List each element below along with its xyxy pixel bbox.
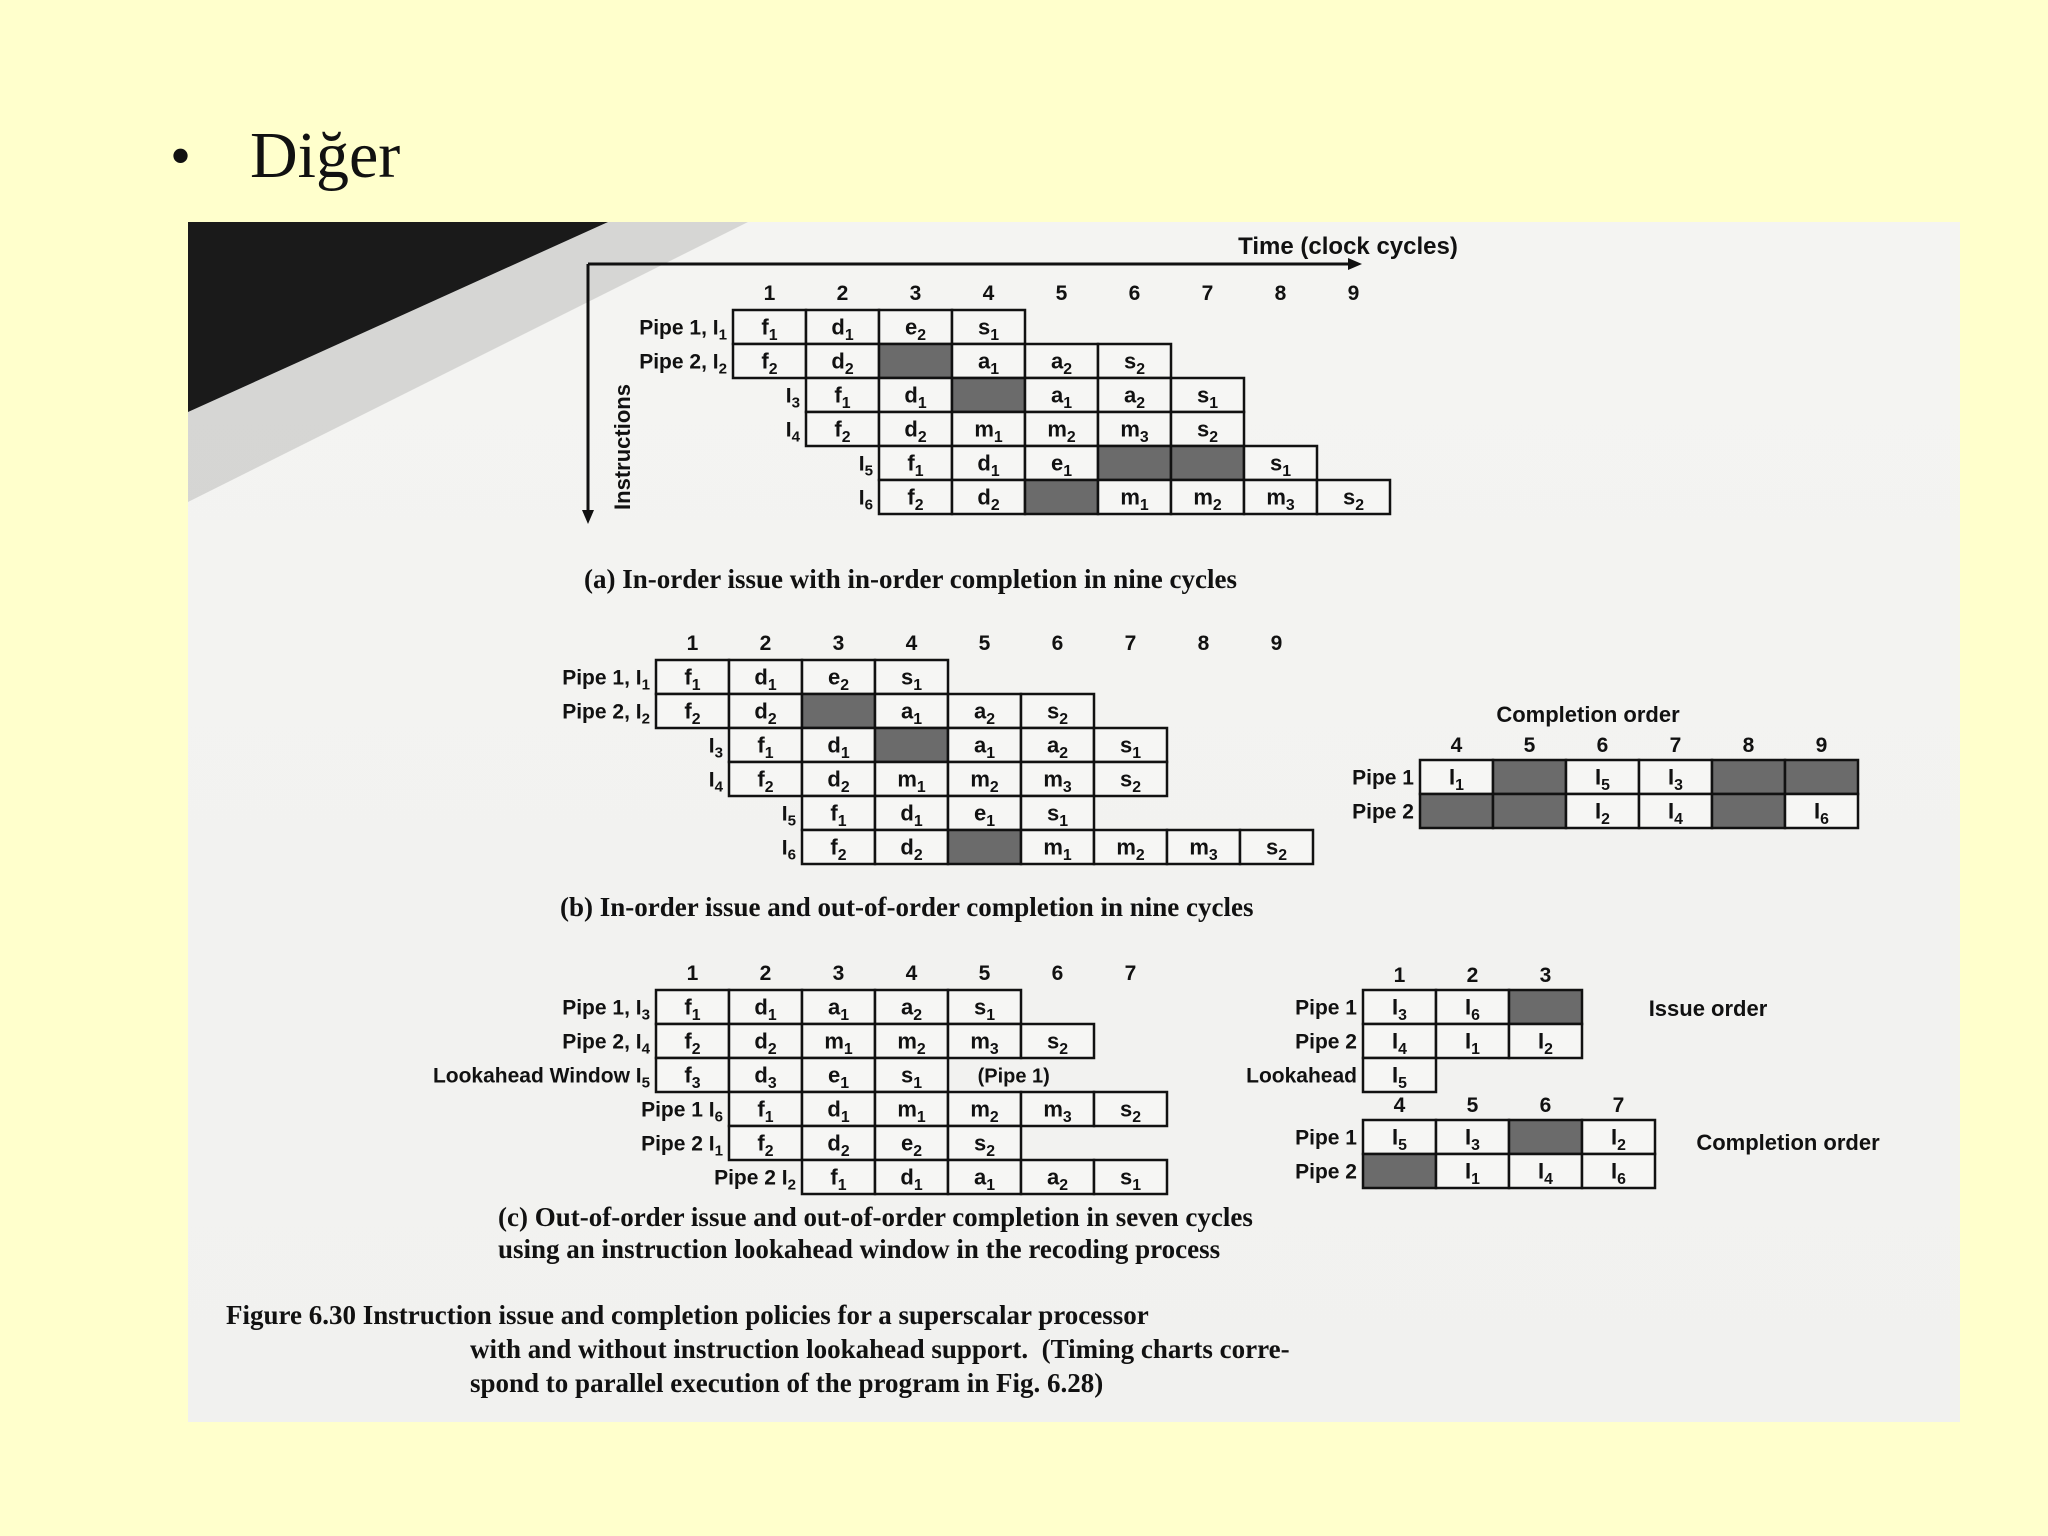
chart-c-stage-text: $a_2$	[900, 994, 923, 1024]
chart-a-stage-text: $a_1$	[1050, 382, 1073, 412]
chart-b-stage-text: $s_1$	[900, 664, 923, 694]
chart-b-stage-cell	[948, 830, 1021, 864]
figure-caption-line3: spond to parallel execution of the program in Fig. 6.28)	[470, 1368, 1104, 1398]
figure-caption-line2: with and without instruction lookahead support. (Timing charts corre-	[470, 1334, 1290, 1364]
chart-c-completion-slot-text: $I_5$	[1392, 1124, 1407, 1154]
chart-a-cycle-label: 2	[836, 282, 849, 305]
chart-c-row-label: Pipe 2, $I_4$	[562, 1030, 650, 1058]
chart-a-cycle-label: 4	[982, 282, 995, 305]
chart-a-stage-text: $d_2$	[904, 416, 927, 446]
chart-b-row-label: Pipe 2, $I_2$	[562, 700, 650, 728]
chart-c-cycle-label: 6	[1051, 962, 1064, 985]
chart-c-issue-row-label: Pipe 2	[1295, 1030, 1357, 1054]
chart-c-completion-row-label: Pipe 1	[1295, 1126, 1357, 1150]
chart-b-completion-slot-text: $I_3$	[1668, 764, 1683, 794]
chart-a-cycle-label: 1	[763, 282, 776, 305]
slide-title-line	[170, 118, 400, 194]
chart-a-stage-text: $m_1$	[974, 416, 1003, 446]
chart-b-cycle-label: 9	[1270, 632, 1283, 655]
chart-c-stage-text: $a_2$	[1046, 1164, 1069, 1194]
chart-b-completion-slot-cell	[1785, 760, 1858, 794]
chart-b-completion-row-label: Pipe 2	[1352, 800, 1414, 824]
chart-b-stage-text: $d_2$	[754, 698, 777, 728]
chart-c-stage-text: $a_1$	[973, 1164, 996, 1194]
chart-a-stage-text: $d_2$	[831, 348, 854, 378]
chart-c-cycle-label: 3	[832, 962, 845, 985]
chart-b-row-label: $I_5$	[781, 802, 796, 830]
chart-c-stage-text: $m_1$	[897, 1096, 926, 1126]
chart-b-completion-cycle-label: 7	[1669, 734, 1682, 757]
chart-b-stage-text: $e_1$	[973, 800, 996, 830]
chart-b-stage-text: $a_2$	[973, 698, 996, 728]
chart-c-stage-text: $s_1$	[900, 1062, 923, 1092]
chart-b-stage-text: $s_2$	[1265, 834, 1288, 864]
chart-b-completion-slot-cell	[1712, 794, 1785, 828]
chart-c-completion-cycle-label: 7	[1612, 1094, 1625, 1117]
chart-b-stage-text: $d_1$	[900, 800, 923, 830]
chart-b-stage-cell	[875, 728, 948, 762]
chart-c-row-label: Pipe 2 $I_1$	[641, 1132, 723, 1160]
caption-c-line2: using an instruction lookahead window in the recoding process	[498, 1234, 1221, 1264]
chart-c-issue-title: Issue order	[1648, 996, 1768, 1021]
chart-a-stage-text: $m_1$	[1120, 484, 1149, 514]
chart-b-completion-cycle-label: 6	[1596, 734, 1609, 757]
figure-scan	[188, 222, 1960, 1422]
chart-a-cycle-label: 8	[1274, 282, 1287, 305]
chart-c-stage-text: $d_2$	[827, 1130, 850, 1160]
chart-b-completion-slot-cell	[1420, 794, 1493, 828]
chart-b-stage-text: $s_2$	[1046, 698, 1069, 728]
chart-b-stage-text: $f_1$	[830, 800, 847, 830]
chart-a-stage-text: $f_2$	[907, 484, 924, 514]
chart-a-stage-text: $f_1$	[761, 314, 778, 344]
chart-a-stage-text: $s_2$	[1196, 416, 1219, 446]
chart-c-stage-text: $s_2$	[1046, 1028, 1069, 1058]
chart-b-completion-cycle-label: 5	[1523, 734, 1536, 757]
chart-a-stage-text: $m_3$	[1120, 416, 1149, 446]
chart-b-stage-text: $a_1$	[973, 732, 996, 762]
chart-c-cycle-label: 5	[978, 962, 991, 985]
chart-a-stage-text: $m_3$	[1266, 484, 1295, 514]
chart-c-stage-text: $f_1$	[684, 994, 701, 1024]
chart-c-issue-slot-text: $I_1$	[1465, 1028, 1480, 1058]
chart-c-issue-slot-text: $I_3$	[1392, 994, 1407, 1024]
chart-c-cycle-label: 2	[759, 962, 772, 985]
chart-a-stage-text: $a_2$	[1123, 382, 1146, 412]
chart-c-stage-text: $m_2$	[897, 1028, 926, 1058]
chart-a-cycle-label: 5	[1055, 282, 1068, 305]
chart-a-row-label: $I_6$	[858, 486, 873, 514]
caption-a: (a) In-order issue with in-order completion in nine cycles	[584, 564, 1237, 594]
chart-c-stage-text: $m_3$	[970, 1028, 999, 1058]
chart-a-stage-text: $e_2$	[904, 314, 927, 344]
chart-c-stage-text: $f_2$	[684, 1028, 701, 1058]
chart-c-issue-cycle-label: 1	[1393, 964, 1406, 987]
chart-c-row-label: Pipe 2 $I_2$	[714, 1166, 796, 1194]
chart-a-stage-text: $f_2$	[834, 416, 851, 446]
chart-b-completion-slot-cell	[1493, 794, 1566, 828]
chart-c-issue-slot-cell	[1509, 990, 1582, 1024]
chart-b-stage-text: $f_2$	[757, 766, 774, 796]
chart-a-cycle-label: 9	[1347, 282, 1360, 305]
chart-b-row-label: $I_3$	[708, 734, 723, 762]
chart-c-issue-row-label: Pipe 1	[1295, 996, 1357, 1020]
chart-b-cycle-label: 6	[1051, 632, 1064, 655]
chart-c-stage-text: $d_1$	[900, 1164, 923, 1194]
chart-a-stage-cell	[1171, 446, 1244, 480]
chart-a-row-label: $I_3$	[785, 384, 800, 412]
chart-a-cycle-label: 3	[909, 282, 922, 305]
chart-a-stage-text: $m_2$	[1047, 416, 1076, 446]
chart-a-stage-text: $d_1$	[904, 382, 927, 412]
chart-b-stage-text: $s_1$	[1119, 732, 1142, 762]
chart-b-completion-slot-cell	[1712, 760, 1785, 794]
chart-b-completion-slot-text: $I_2$	[1595, 798, 1610, 828]
chart-c-stage-text: $s_2$	[1119, 1096, 1142, 1126]
chart-b-stage-text: $d_2$	[827, 766, 850, 796]
chart-c-stage-text: $f_3$	[684, 1062, 701, 1092]
chart-b-stage-text: $m_3$	[1189, 834, 1218, 864]
chart-a-stage-text: $f_1$	[834, 382, 851, 412]
caption-c-line1: (c) Out-of-order issue and out-of-order completion in seven cycles	[498, 1202, 1253, 1232]
chart-c-completion-cycle-label: 4	[1393, 1094, 1406, 1117]
chart-c-row-label: Pipe 1 $I_6$	[641, 1098, 723, 1126]
chart-c-issue-slot-text: $I_2$	[1538, 1028, 1553, 1058]
chart-a-cycle-label: 7	[1201, 282, 1214, 305]
chart-b-stage-text: $m_3$	[1043, 766, 1072, 796]
chart-c-stage-text: $d_1$	[827, 1096, 850, 1126]
chart-c-stage-text: $e_2$	[900, 1130, 923, 1160]
chart-a-cycle-label: 6	[1128, 282, 1141, 305]
chart-c-issue-slot-text: $I_6$	[1465, 994, 1480, 1024]
chart-c-issue-cycle-label: 3	[1539, 964, 1552, 987]
chart-b-stage-cell	[802, 694, 875, 728]
chart-c-completion-cycle-label: 6	[1539, 1094, 1552, 1117]
chart-b-row-label: Pipe 1, $I_1$	[562, 666, 650, 694]
chart-b-completion-slot-text: $I_1$	[1449, 764, 1464, 794]
chart-c-cycle-label: 4	[905, 962, 918, 985]
instructions-axis-label: Instructions	[610, 384, 635, 510]
chart-c-completion-slot-text: $I_3$	[1465, 1124, 1480, 1154]
chart-c-stage-text: $d_1$	[754, 994, 777, 1024]
chart-c-stage-text: $a_1$	[827, 994, 850, 1024]
chart-b-stage-text: $m_2$	[1116, 834, 1145, 864]
chart-a-stage-cell	[952, 378, 1025, 412]
chart-c-completion-slot-cell	[1363, 1154, 1436, 1188]
chart-b-stage-text: $d_1$	[827, 732, 850, 762]
chart-a-stage-text: $d_1$	[831, 314, 854, 344]
instructions-axis-arrowhead	[582, 510, 594, 524]
chart-b-completion-slot-text: $I_4$	[1668, 798, 1683, 828]
chart-b-stage-text: $a_2$	[1046, 732, 1069, 762]
chart-a-stage-cell	[879, 344, 952, 378]
chart-c-completion-slot-cell	[1509, 1120, 1582, 1154]
chart-b-stage-text: $m_2$	[970, 766, 999, 796]
chart-b-completion-cycle-label: 9	[1815, 734, 1828, 757]
bullet-point: •	[170, 122, 192, 189]
chart-c-stage-text: $m_1$	[824, 1028, 853, 1058]
chart-c-cycle-label: 7	[1124, 962, 1137, 985]
chart-c-stage-text: $f_2$	[757, 1130, 774, 1160]
chart-b-cycle-label: 4	[905, 632, 918, 655]
chart-a-stage-text: $s_1$	[1269, 450, 1292, 480]
chart-b-stage-text: $d_1$	[754, 664, 777, 694]
chart-a-stage-cell	[1098, 446, 1171, 480]
slide-title: Diğer	[250, 119, 401, 192]
chart-c-issue-row-label: Lookahead	[1246, 1064, 1357, 1088]
chart-a-stage-text: $s_2$	[1123, 348, 1146, 378]
chart-b-stage-text: $a_1$	[900, 698, 923, 728]
chart-c-stage-text: $d_3$	[754, 1062, 777, 1092]
chart-b-stage-text: $f_1$	[684, 664, 701, 694]
chart-b-cycle-label: 5	[978, 632, 991, 655]
chart-c-cycle-label: 1	[686, 962, 699, 985]
chart-c-completion-slot-text: $I_4$	[1538, 1158, 1553, 1188]
chart-c-stage-text: $m_3$	[1043, 1096, 1072, 1126]
chart-c-issue-cycle-label: 2	[1466, 964, 1479, 987]
chart-b-completion-slot-text: $I_6$	[1814, 798, 1829, 828]
chart-b-stage-text: $s_1$	[1046, 800, 1069, 830]
chart-b-completion-cycle-label: 8	[1742, 734, 1755, 757]
chart-c-stage-text: $s_2$	[973, 1130, 996, 1160]
chart-b-stage-text: $m_1$	[1043, 834, 1072, 864]
chart-c-issue-slot-text: $I_4$	[1392, 1028, 1407, 1058]
chart-c-completion-slot-text: $I_1$	[1465, 1158, 1480, 1188]
chart-a-stage-text: $f_1$	[907, 450, 924, 480]
chart-b-stage-text: $s_2$	[1119, 766, 1142, 796]
chart-c-stage-text: $d_2$	[754, 1028, 777, 1058]
figure-caption-line1: Figure 6.30 Instruction issue and completion policies for a superscalar processor	[226, 1300, 1149, 1330]
chart-b-stage-text: $d_2$	[900, 834, 923, 864]
chart-a-row-label: Pipe 2, $I_2$	[639, 350, 727, 378]
chart-c-completion-cycle-label: 5	[1466, 1094, 1479, 1117]
chart-a-stage-text: $d_2$	[977, 484, 1000, 514]
chart-b-completion-cycle-label: 4	[1450, 734, 1463, 757]
chart-b-stage-text: $m_1$	[897, 766, 926, 796]
chart-a-row-label: Pipe 1, $I_1$	[639, 316, 727, 344]
chart-c-annotation: (Pipe 1)	[977, 1065, 1050, 1088]
chart-b-stage-text: $f_2$	[830, 834, 847, 864]
chart-c-row-label: Lookahead Window $I_5$	[432, 1064, 650, 1092]
chart-b-stage-text: $e_2$	[827, 664, 850, 694]
chart-c-stage-text: $f_1$	[830, 1164, 847, 1194]
chart-c-row-label: Pipe 1, $I_3$	[562, 996, 650, 1024]
chart-a-stage-text: $s_2$	[1342, 484, 1365, 514]
chart-a-stage-text: $m_2$	[1193, 484, 1222, 514]
chart-b-row-label: $I_6$	[781, 836, 796, 864]
chart-a-stage-text: $s_1$	[1196, 382, 1219, 412]
chart-b-stage-text: $f_1$	[757, 732, 774, 762]
chart-b-completion-title: Completion order	[1496, 702, 1680, 727]
chart-c-completion-slot-text: $I_6$	[1611, 1158, 1626, 1188]
chart-b-cycle-label: 2	[759, 632, 772, 655]
chart-c-issue-slot-text: $I_5$	[1392, 1062, 1407, 1092]
time-axis-label: Time (clock cycles)	[1238, 233, 1458, 260]
chart-c-stage-text: $e_1$	[827, 1062, 850, 1092]
chart-b-cycle-label: 8	[1197, 632, 1210, 655]
chart-a-row-label: $I_4$	[785, 418, 800, 446]
chart-c-completion-row-label: Pipe 2	[1295, 1160, 1357, 1184]
chart-b-completion-slot-cell	[1493, 760, 1566, 794]
chart-c-stage-text: $s_1$	[1119, 1164, 1142, 1194]
chart-a-stage-cell	[1025, 480, 1098, 514]
chart-c-stage-text: $m_2$	[970, 1096, 999, 1126]
chart-c-stage-text: $s_1$	[973, 994, 996, 1024]
chart-c-completion-slot-text: $I_2$	[1611, 1124, 1626, 1154]
chart-a-stage-text: $s_1$	[977, 314, 1000, 344]
chart-a-stage-text: $f_2$	[761, 348, 778, 378]
chart-a-stage-text: $a_1$	[977, 348, 1000, 378]
chart-b-cycle-label: 1	[686, 632, 699, 655]
chart-b-completion-slot-text: $I_5$	[1595, 764, 1610, 794]
caption-b: (b) In-order issue and out-of-order completion in nine cycles	[560, 892, 1254, 922]
chart-b-completion-row-label: Pipe 1	[1352, 766, 1414, 790]
chart-b-stage-text: $f_2$	[684, 698, 701, 728]
chart-a-stage-text: $e_1$	[1050, 450, 1073, 480]
chart-a-row-label: $I_5$	[858, 452, 873, 480]
chart-a-stage-text: $d_1$	[977, 450, 1000, 480]
chart-a-stage-text: $a_2$	[1050, 348, 1073, 378]
chart-b-cycle-label: 7	[1124, 632, 1137, 655]
chart-b-cycle-label: 3	[832, 632, 845, 655]
chart-b-row-label: $I_4$	[708, 768, 723, 796]
chart-c-stage-text: $f_1$	[757, 1096, 774, 1126]
chart-c-completion-title: Completion order	[1696, 1130, 1880, 1155]
